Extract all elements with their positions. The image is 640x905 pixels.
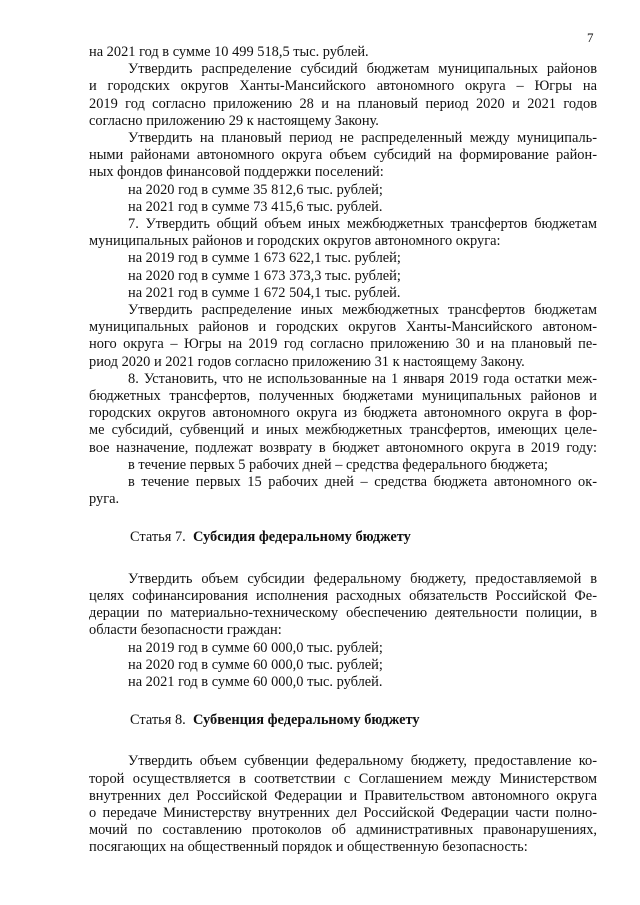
text-line: городских округов автономного округа из бюджета автономного округа в фор- [89, 405, 597, 422]
text-line: ных фондов финансовой поддержки поселений: [89, 164, 384, 181]
text-line: мочий по составлению протоколов об административных правонарушениях, [89, 822, 597, 839]
text-line: о передаче Министерству внутренних дел Российской Федерации части полно- [89, 804, 597, 821]
text-line: ными районами автономного округа объем субсидий на формирование район- [89, 147, 597, 164]
text-line: на 2019 год в сумме 1 673 622,1 тыс. рублей; [128, 250, 401, 267]
text-line: на 2021 год в сумме 10 499 518,5 тыс. рублей. [89, 44, 369, 60]
text-line: на 2020 год в сумме 35 812,6 тыс. рублей; [128, 181, 383, 198]
text-line: 7. Утвердить общий объем иных межбюджетных трансфертов бюджетам [128, 216, 597, 233]
text-line: целях софинансирования исполнения расходных обязательств Российской Фе- [89, 587, 597, 604]
text-line: руга. [89, 491, 120, 508]
text-line: на 2019 год в сумме 60 000,0 тыс. рублей; [128, 639, 383, 656]
text-line: на 2021 год в сумме 60 000,0 тыс. рублей. [128, 673, 383, 690]
text-line: Утвердить на плановый период не распределенный между муниципаль- [128, 130, 597, 147]
text-line: 2019 год согласно приложению 28 и на плановый период 2020 и 2021 годов [89, 95, 597, 112]
text-line: Утвердить объем субвенции федеральному бюджету, предоставление ко- [128, 753, 597, 770]
text-line: Утвердить распределение иных межбюджетных трансфертов бюджетам [128, 302, 597, 319]
text-line: и городских округов Ханты-Мансийского автономного округа – Югры на [89, 78, 597, 95]
text-line: внутренних дел Российской Федерации и Правительством автономного округа [89, 787, 597, 804]
text-line: дерации по материально-техническому обеспечению деятельности полиции, в [89, 605, 597, 622]
article-7-heading [89, 529, 597, 546]
document-body [89, 44, 597, 857]
article-7-label: Статья 7. [130, 529, 186, 546]
article-8-heading [89, 712, 597, 729]
text-line: на 2020 год в сумме 60 000,0 тыс. рублей; [128, 656, 383, 673]
article-7-title: Субсидия федеральному бюджету [192, 529, 411, 546]
page-number: 7 [587, 30, 594, 45]
text-line: на 2021 год в сумме 1 672 504,1 тыс. рублей. [128, 284, 401, 301]
text-line: Утвердить объем субсидии федеральному бюджету, предоставляемой в [128, 570, 597, 587]
text-line: Утвердить распределение субсидий бюджетам муниципальных районов [128, 61, 597, 78]
text-line: на 2021 год в сумме 73 415,6 тыс. рублей. [128, 198, 383, 215]
article-8-label: Статья 8. [130, 712, 186, 729]
text-line: согласно приложению 29 к настоящему Закону. [89, 112, 379, 129]
text-line: на 2020 год в сумме 1 673 373,3 тыс. рублей; [128, 267, 401, 284]
text-line: ме субсидий, субвенций и иных межбюджетных трансфертов, имеющих целе- [89, 422, 597, 439]
text-line: области безопасности граждан: [89, 622, 282, 639]
text-line: посягающих на общественный порядок и общественную безопасность: [89, 839, 528, 856]
text-line: в течение первых 5 рабочих дней – средства федерального бюджета; [128, 456, 548, 473]
text-line: в течение первых 15 рабочих дней – средства бюджета автономного ок- [128, 474, 597, 491]
text-line: ного округа – Югры на 2019 год согласно приложению 30 и на плановый пе- [89, 336, 597, 353]
text-line: вое назначение, подлежат возврату в бюджет автономного округа в 2019 году: [89, 439, 597, 456]
text-line: муниципальных районов и городских округов автономного округа: [89, 233, 501, 250]
text-line: муниципальных районов и городских округов Ханты-Мансийского автоном- [89, 319, 597, 336]
text-line: 8. Установить, что не использованные на 1 января 2019 года остатки меж- [128, 370, 597, 387]
text-line: риод 2020 и 2021 годов согласно приложению 31 к настоящему Закону. [89, 353, 525, 370]
article-8-title: Субвенция федеральному бюджету [192, 712, 420, 729]
text-line: торой осуществляется в соответствии с Соглашением между Министерством [89, 770, 597, 787]
text-line: бюджетных трансфертов, полученных бюджетами муниципальных районов и [89, 388, 597, 405]
